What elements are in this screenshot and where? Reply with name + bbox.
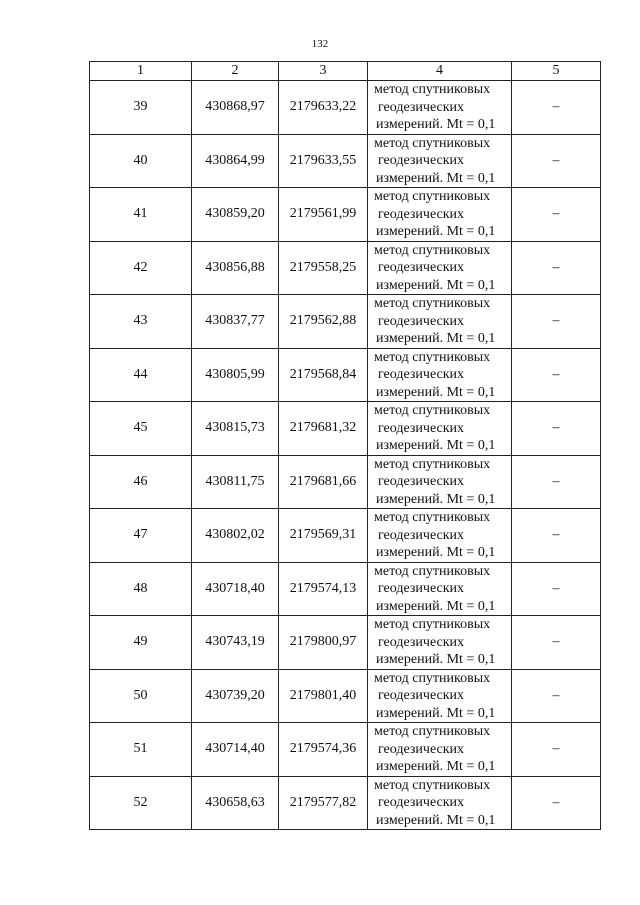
method-cell (368, 669, 512, 723)
x-coordinate-cell: 430837,77 (192, 295, 279, 349)
table-row (90, 188, 601, 242)
y-coordinate-cell: 2179633,22 (279, 81, 368, 135)
method-text-line: измерений. Mt = 0,1 (376, 384, 496, 400)
method-text-line: метод спутниковых (374, 242, 491, 258)
method-cell (368, 723, 512, 777)
method-text-line: метод спутниковых (374, 563, 491, 579)
y-coordinate-cell: 2179558,25 (279, 241, 368, 295)
method-text-line: измерений. Mt = 0,1 (376, 545, 496, 560)
method-text-line: измерений. Mt = 0,1 (376, 812, 496, 828)
method-text-line: геодезических (378, 153, 465, 168)
table-header-row (90, 62, 601, 81)
method-text-line: метод спутниковых (374, 189, 491, 204)
method-text-line: геодезических (378, 313, 465, 329)
note-cell: – (512, 616, 601, 670)
table-row (90, 509, 601, 563)
note-cell: – (512, 295, 601, 349)
column-header-3: 3 (279, 62, 368, 81)
method-text-line: метод спутниковых (374, 403, 491, 418)
method-text-line: геодезических (378, 206, 465, 222)
method-cell (368, 134, 512, 188)
y-coordinate-cell: 2179577,82 (279, 776, 368, 830)
method-text-line: геодезических (378, 795, 465, 810)
method-cell (368, 509, 512, 563)
method-text-line: геодезических (378, 260, 465, 275)
x-coordinate-cell: 430868,97 (192, 81, 279, 135)
column-header-5: 5 (512, 62, 601, 81)
table-row (90, 455, 601, 509)
x-coordinate-cell: 430718,40 (192, 562, 279, 616)
note-cell: – (512, 348, 601, 402)
method-text-line: измерений. Mt = 0,1 (376, 491, 496, 507)
note-cell: – (512, 509, 601, 563)
method-cell (368, 295, 512, 349)
note-cell: – (512, 455, 601, 509)
x-coordinate-cell: 430864,99 (192, 134, 279, 188)
table-row (90, 241, 601, 295)
y-coordinate-cell: 2179681,32 (279, 402, 368, 456)
note-cell: – (512, 562, 601, 616)
point-number-cell: 40 (90, 134, 192, 188)
table-row (90, 562, 601, 616)
x-coordinate-cell: 430805,99 (192, 348, 279, 402)
column-header-1: 1 (90, 62, 192, 81)
point-number-cell: 47 (90, 509, 192, 563)
x-coordinate-cell: 430658,63 (192, 776, 279, 830)
table-body (90, 81, 601, 830)
table-row (90, 776, 601, 830)
method-text-line: метод спутниковых (374, 456, 491, 472)
x-coordinate-cell: 430815,73 (192, 402, 279, 456)
point-number-cell: 52 (90, 776, 192, 830)
point-number-cell: 45 (90, 402, 192, 456)
x-coordinate-cell: 430856,88 (192, 241, 279, 295)
note-cell: – (512, 669, 601, 723)
y-coordinate-cell: 2179569,31 (279, 509, 368, 563)
method-text-line: метод спутниковых (374, 724, 491, 739)
method-text-line: метод спутниковых (374, 135, 491, 151)
method-text-line: метод спутниковых (374, 82, 491, 97)
column-header-4: 4 (368, 62, 512, 81)
table-row (90, 134, 601, 188)
method-text-line: измерений. Mt = 0,1 (376, 759, 496, 774)
y-coordinate-cell: 2179562,88 (279, 295, 368, 349)
y-coordinate-cell: 2179568,84 (279, 348, 368, 402)
point-number-cell: 49 (90, 616, 192, 670)
point-number-cell: 48 (90, 562, 192, 616)
method-text-line: метод спутниковых (374, 777, 491, 793)
x-coordinate-cell: 430714,40 (192, 723, 279, 777)
note-cell: – (512, 776, 601, 830)
point-number-cell: 51 (90, 723, 192, 777)
table-row (90, 295, 601, 349)
method-text-line: измерений. Mt = 0,1 (376, 652, 496, 667)
table-row (90, 402, 601, 456)
point-number-cell: 39 (90, 81, 192, 135)
point-number-cell: 44 (90, 348, 192, 402)
method-text-line: геодезических (378, 99, 465, 115)
method-cell (368, 348, 512, 402)
method-cell (368, 616, 512, 670)
note-cell: – (512, 188, 601, 242)
method-cell (368, 776, 512, 830)
point-number-cell: 42 (90, 241, 192, 295)
x-coordinate-cell: 430811,75 (192, 455, 279, 509)
y-coordinate-cell: 2179574,13 (279, 562, 368, 616)
method-cell (368, 455, 512, 509)
table-row (90, 669, 601, 723)
x-coordinate-cell: 430802,02 (192, 509, 279, 563)
note-cell: – (512, 723, 601, 777)
point-number-cell: 46 (90, 455, 192, 509)
method-text-line: геодезических (378, 367, 465, 382)
x-coordinate-cell: 430739,20 (192, 669, 279, 723)
point-number-cell: 50 (90, 669, 192, 723)
method-cell (368, 562, 512, 616)
table-row (90, 616, 601, 670)
note-cell: – (512, 134, 601, 188)
y-coordinate-cell: 2179561,99 (279, 188, 368, 242)
y-coordinate-cell: 2179801,40 (279, 669, 368, 723)
column-header-2: 2 (192, 62, 279, 81)
y-coordinate-cell: 2179574,36 (279, 723, 368, 777)
point-number-cell: 41 (90, 188, 192, 242)
method-text-line: измерений. Mt = 0,1 (376, 438, 496, 453)
method-text-line: геодезических (378, 527, 465, 543)
method-cell (368, 241, 512, 295)
method-text-line: геодезических (378, 474, 465, 489)
method-text-line: измерений. Mt = 0,1 (376, 705, 496, 721)
y-coordinate-cell: 2179800,97 (279, 616, 368, 670)
note-cell: – (512, 241, 601, 295)
table-row (90, 81, 601, 135)
method-text-line: измерений. Mt = 0,1 (376, 277, 496, 293)
method-cell (368, 188, 512, 242)
method-text-line: измерений. Mt = 0,1 (376, 224, 496, 239)
method-text-line: измерений. Mt = 0,1 (376, 117, 496, 132)
method-text-line: метод спутниковых (374, 296, 491, 311)
table-row (90, 348, 601, 402)
method-text-line: измерений. Mt = 0,1 (376, 598, 496, 614)
coordinates-table (89, 61, 601, 830)
note-cell: – (512, 81, 601, 135)
method-text-line: геодезических (378, 634, 465, 650)
table-row (90, 723, 601, 777)
x-coordinate-cell: 430743,19 (192, 616, 279, 670)
method-cell (368, 402, 512, 456)
method-text-line: метод спутниковых (374, 617, 491, 632)
method-text-line: метод спутниковых (374, 510, 491, 525)
method-text-line: геодезических (378, 688, 465, 703)
method-text-line: геодезических (378, 581, 465, 596)
page-number: 132 (311, 38, 329, 50)
y-coordinate-cell: 2179681,66 (279, 455, 368, 509)
note-cell: – (512, 402, 601, 456)
method-text-line: метод спутниковых (374, 349, 491, 365)
x-coordinate-cell: 430859,20 (192, 188, 279, 242)
method-text-line: метод спутниковых (374, 670, 491, 686)
method-cell (368, 81, 512, 135)
method-text-line: геодезических (378, 420, 465, 436)
method-text-line: измерений. Mt = 0,1 (376, 170, 496, 186)
point-number-cell: 43 (90, 295, 192, 349)
method-text-line: геодезических (378, 741, 465, 757)
method-text-line: измерений. Mt = 0,1 (376, 331, 496, 346)
y-coordinate-cell: 2179633,55 (279, 134, 368, 188)
